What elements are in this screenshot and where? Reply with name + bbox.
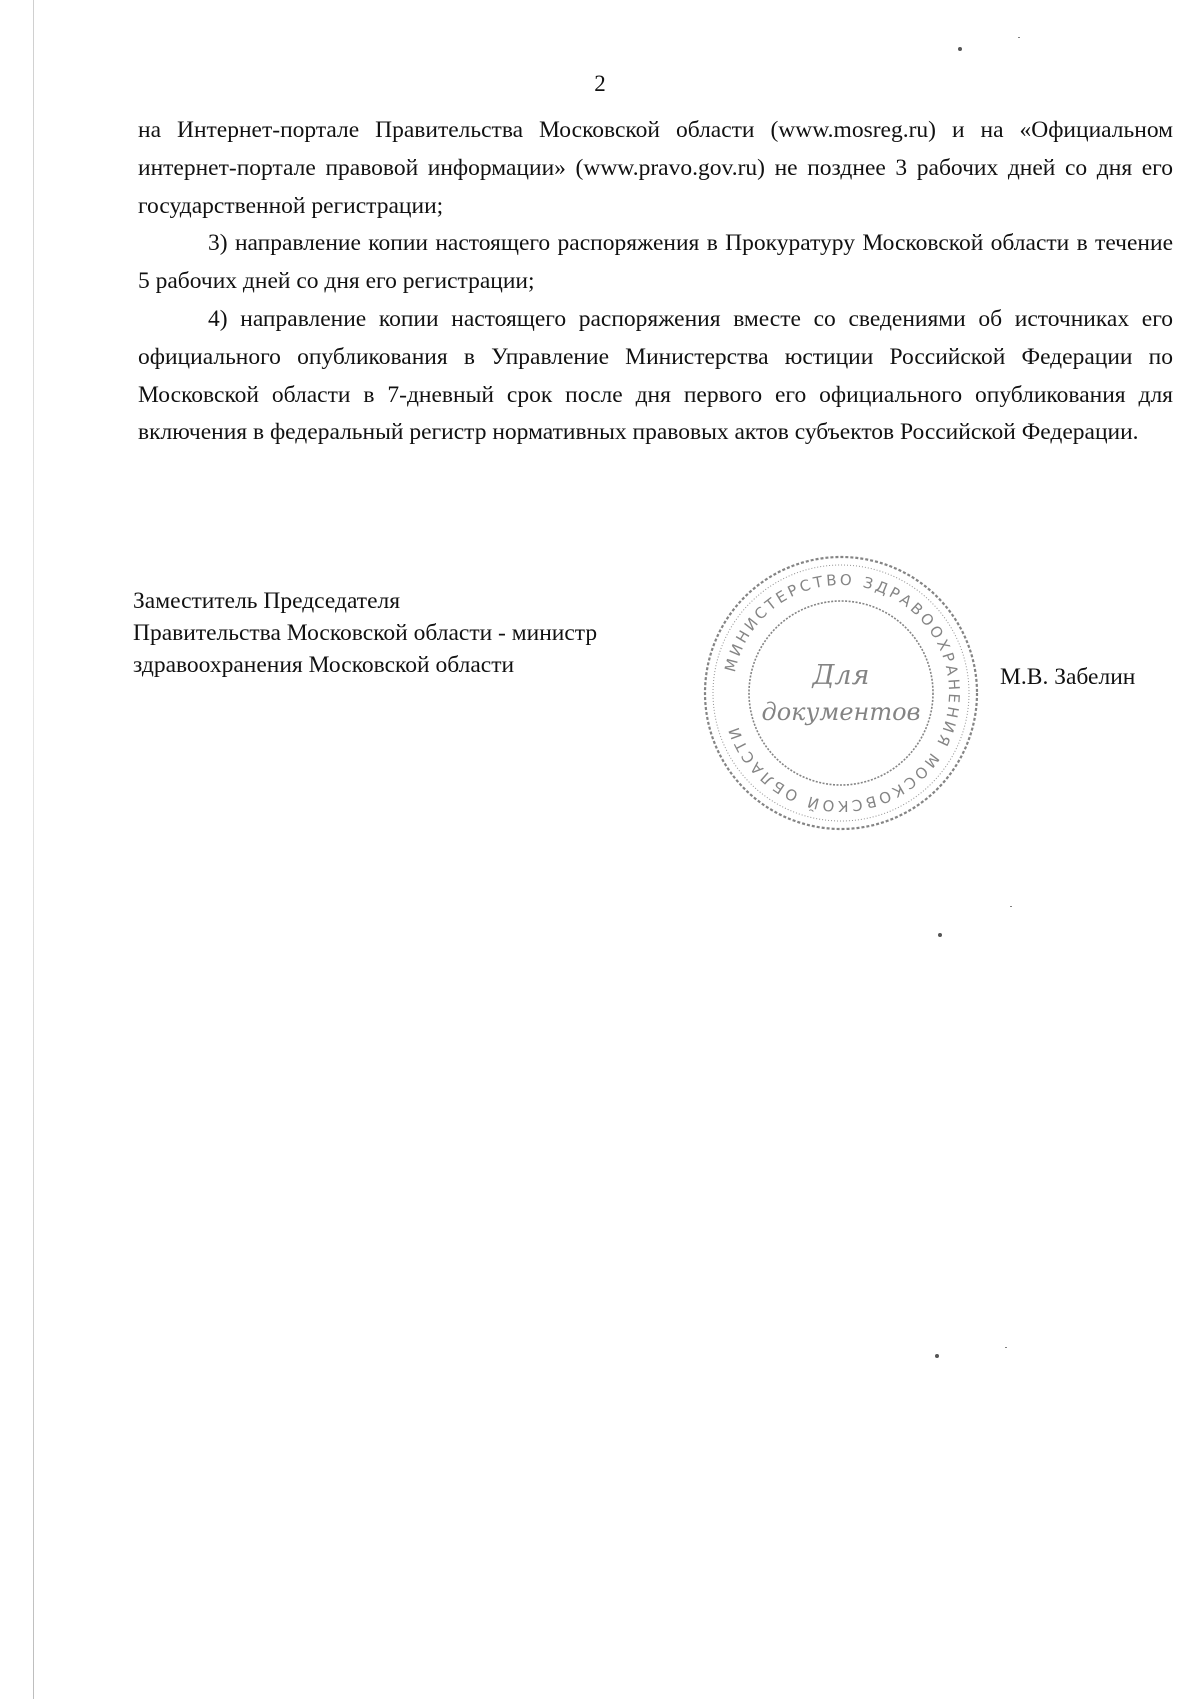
signer-name: М.В. Забелин: [1000, 664, 1136, 690]
signature-position-line: Правительства Московской области - министр: [133, 620, 598, 646]
scan-speck: [1018, 37, 1020, 38]
seal-inner-ring: [749, 601, 933, 785]
scan-speck: [958, 47, 962, 51]
scan-speck: [1010, 906, 1012, 907]
signature-position-line: здравоохранения Московской области: [133, 652, 515, 678]
page-number: 2: [594, 71, 606, 96]
paragraph-item-4: 4) направление копии настоящего распоряжения вместе со сведениями об источниках его официального опубликования в Управление Министерства юстиции Российской Федерации по Московской области в 7-дневный срок после дня первого его официального опубликования для включения в федеральный регистр нормативных правовых актов субъектов Российской Федерации.: [138, 305, 1173, 446]
official-seal-stamp: [696, 548, 986, 838]
scan-speck: [1005, 1347, 1007, 1348]
seal-ring-text: МИНИСТЕРСТВО ЗДРАВООХРАНЕНИЯ МОСКОВСКОЙ ОБЛАСТИ: [721, 570, 964, 816]
scan-speck: [938, 933, 942, 937]
seal-outer-ring: [705, 557, 977, 829]
seal-center-text-line2: документов: [761, 698, 921, 726]
seal-outer-ring-inner: [713, 565, 969, 821]
signature-block: [133, 585, 597, 681]
scan-edge-line: [33, 0, 34, 1699]
document-body: [138, 112, 1173, 452]
paragraph-publication: на Интернет-портале Правительства Московской области (www.mosreg.ru) и на «Официальном интернет-портале правовой информации» (www.pravo.gov.ru) не позднее 3 рабочих дней со дня его государственной регистрации;: [138, 117, 1173, 219]
paragraph-item-3: 3) направление копии настоящего распоряжения в Прокуратуру Московской области в течение 5 рабочих дней со дня его регистрации;: [138, 230, 1173, 295]
seal-center-text-line1: Для: [812, 660, 870, 691]
signature-position-line: Заместитель Председателя: [133, 588, 401, 614]
scan-speck: [935, 1354, 939, 1358]
